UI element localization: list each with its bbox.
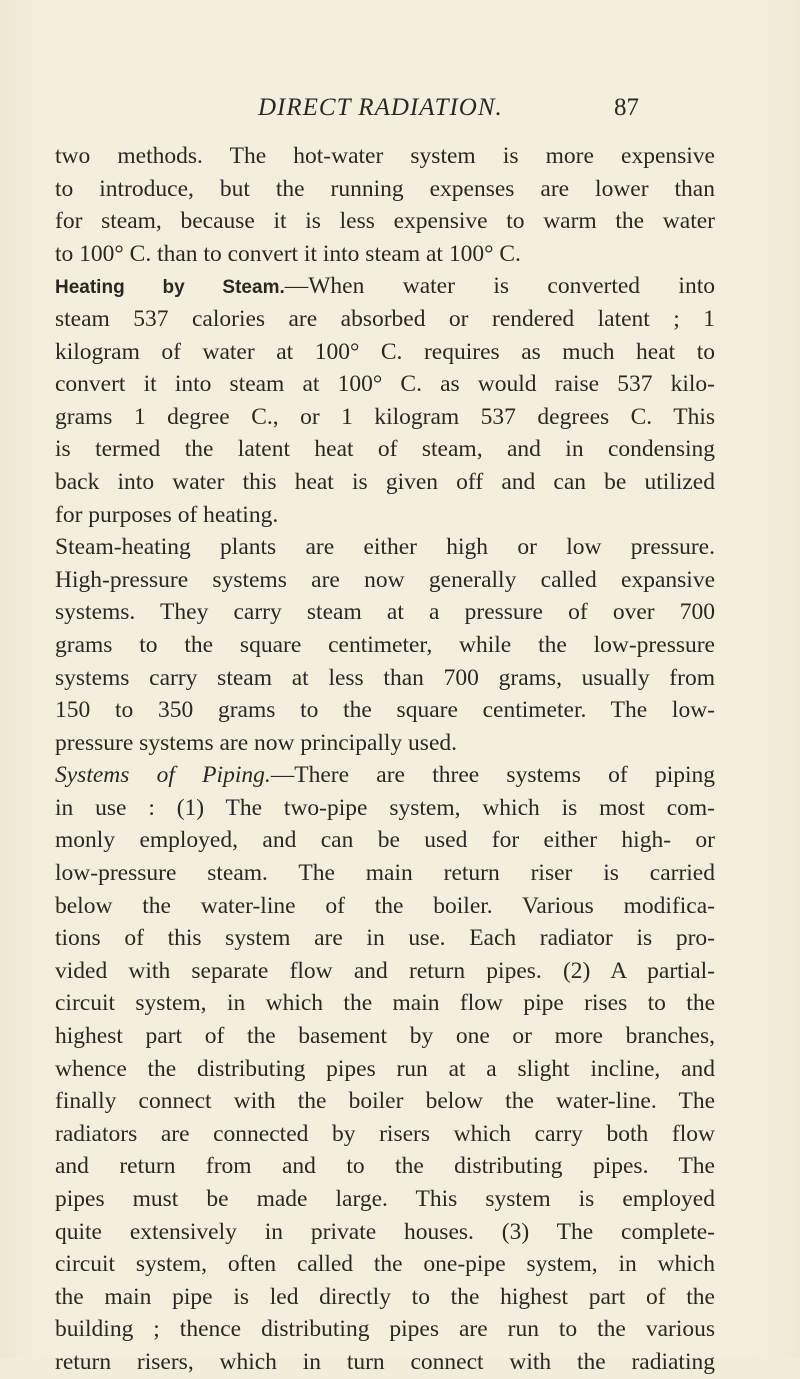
line-text: for purposes of heating.: [55, 501, 279, 528]
line-text: quite extensively in private houses. (3) The complete-: [55, 1218, 715, 1245]
line-text: low-pressure steam. The main return riser is carried: [55, 860, 715, 887]
line-text: pipes must be made large. This system is employed: [55, 1186, 715, 1212]
text-line: [55, 1216, 715, 1249]
text-line: [55, 1281, 715, 1314]
text-line: [55, 1313, 715, 1346]
text-line: [55, 401, 715, 434]
line-text: whence the distributing pipes run at a slight incline, and: [55, 1055, 715, 1082]
line-text: systems. They carry steam at a pressure of over 700: [55, 599, 715, 626]
text-line: [55, 1085, 715, 1118]
text-line: [55, 466, 715, 499]
line-text: in use : (1) The two-pipe system, which is most com-: [55, 794, 715, 821]
text-line: [55, 1248, 715, 1281]
text-line: [55, 499, 715, 532]
text-line: [55, 922, 715, 955]
line-text: —There are three systems of piping: [270, 762, 715, 789]
text-line: [55, 857, 715, 890]
text-line: [55, 1118, 715, 1151]
text-line: [55, 368, 715, 401]
line-text: to introduce, but the running expenses are lower than: [55, 175, 715, 202]
text-line: [55, 1150, 715, 1183]
line-text: and return from and to the distributing pipes. The: [55, 1153, 715, 1180]
line-text: tions of this system are in use. Each radiator is pro-: [55, 925, 715, 952]
line-text: pressure systems are now principally used.: [55, 729, 458, 756]
line-text: highest part of the basement by one or more branches,: [55, 1023, 715, 1050]
line-text: convert it into steam at 100° C. as would raise 537 kilo-: [55, 371, 715, 398]
text-line: [55, 564, 715, 597]
text-line: [55, 792, 715, 825]
text-line: [55, 531, 715, 564]
line-text: circuit system, in which the main flow pipe rises to the: [55, 990, 715, 1017]
line-text: finally connect with the boiler below the water-line. The: [55, 1088, 715, 1115]
text-line: [55, 238, 715, 271]
line-text: to 100° C. than to convert it into steam at 100° C.: [55, 240, 521, 267]
line-text: grams to the square centimeter, while the low-pressure: [55, 631, 715, 658]
line-text: 150 to 350 grams to the square centimeter. The low-: [55, 697, 715, 724]
line-text: grams 1 degree C., or 1 kilogram 537 degrees C. This: [55, 403, 715, 430]
line-text: radiators are connected by risers which carry both flow: [55, 1120, 715, 1147]
text-line: [55, 890, 715, 923]
line-text: High-pressure systems are now generally called expansive: [55, 566, 715, 593]
text-line: [55, 955, 715, 988]
line-text: vided with separate flow and return pipes. (2) A partial-: [55, 957, 715, 984]
line-text: back into water this heat is given off and can be utilized: [55, 468, 715, 495]
body-text: [55, 140, 715, 1379]
text-line: [55, 433, 715, 466]
running-head-title: DIRECT RADIATION.: [258, 94, 503, 121]
line-text: circuit system, often called the one-pipe system, in which: [55, 1251, 715, 1278]
text-line: [55, 140, 715, 173]
line-text: two methods. The hot-water system is more expensive: [55, 143, 715, 169]
running-head: [0, 94, 800, 134]
text-line: [55, 205, 715, 238]
text-line: [55, 270, 715, 303]
line-text: building ; thence distributing pipes are run to the various: [55, 1316, 715, 1343]
line-text: monly employed, and can be used for either high- or: [55, 827, 715, 854]
text-line: [55, 662, 715, 695]
line-text: kilogram of water at 100° C. requires as much heat to: [55, 338, 715, 365]
section-heading: Heating by Steam.: [55, 277, 285, 299]
text-line: [55, 596, 715, 629]
page-number: 87: [614, 94, 639, 121]
text-line: [55, 824, 715, 857]
text-line: [55, 629, 715, 662]
line-text: —When water is converted into: [284, 273, 715, 300]
text-line: [55, 987, 715, 1020]
text-line: [55, 173, 715, 206]
line-text: below the water-line of the boiler. Various modifica-: [55, 892, 715, 919]
text-line: [55, 759, 715, 792]
text-line: [55, 303, 715, 336]
text-line: [55, 727, 715, 760]
line-text: systems carry steam at less than 700 grams, usually from: [55, 664, 715, 691]
text-line: [55, 1346, 715, 1379]
text-line: [55, 336, 715, 369]
line-text: the main pipe is led directly to the highest part of the: [55, 1283, 715, 1310]
line-text: for steam, because it is less expensive to warm the water: [55, 208, 715, 235]
text-line: [55, 694, 715, 727]
text-line: [55, 1183, 715, 1216]
section-heading: Systems of Piping.: [55, 762, 271, 789]
text-line: [55, 1020, 715, 1053]
line-text: return risers, which in turn connect with the radiating: [55, 1348, 715, 1375]
text-line: [55, 1053, 715, 1086]
line-text: Steam-heating plants are either high or low pressure.: [55, 534, 715, 561]
line-text: is termed the latent heat of steam, and in condensing: [55, 436, 715, 463]
line-text: steam 537 calories are absorbed or rendered latent ; 1: [55, 305, 715, 332]
